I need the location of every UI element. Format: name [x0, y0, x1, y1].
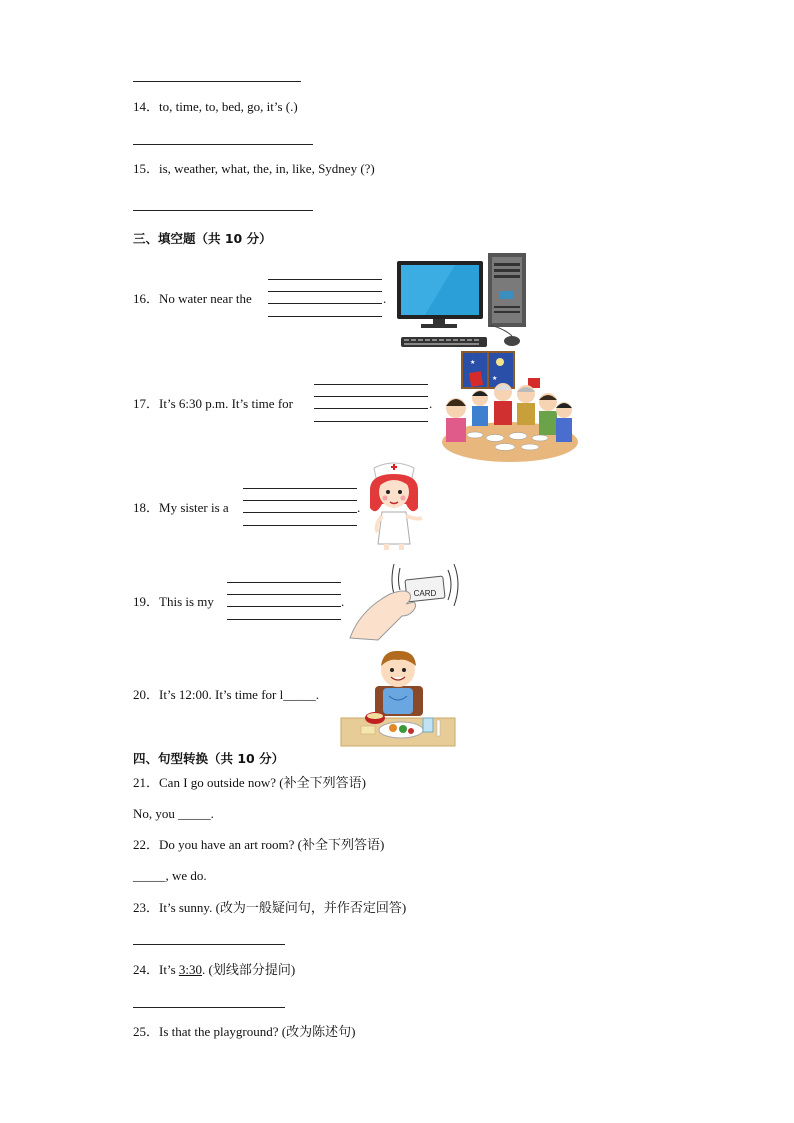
svg-text:★: ★ [470, 360, 476, 366]
question-number: 16． [133, 291, 160, 306]
svg-text:★: ★ [492, 376, 498, 382]
question-text: This is my [159, 594, 214, 609]
question-number: 21． [133, 775, 160, 790]
question-18 [133, 500, 229, 516]
blank-lines-q18[interactable] [243, 488, 357, 528]
question-text: It’s 12:00. It’s time for l_____. [159, 687, 319, 702]
question-23 [133, 900, 406, 916]
period: . [429, 396, 433, 411]
answer-line-q23[interactable] [133, 944, 285, 945]
question-text: No water near the [159, 291, 252, 306]
blank-lines-q16[interactable] [268, 279, 382, 319]
question-24 [133, 962, 295, 978]
period: . [383, 291, 387, 306]
question-25 [133, 1024, 355, 1040]
question-number: 23． [133, 900, 160, 915]
period: . [341, 594, 345, 609]
answer-q21[interactable]: No, you _____. [133, 806, 214, 821]
computer-image [395, 251, 530, 351]
blank-lines-q17[interactable] [314, 384, 428, 424]
answer-line-q24[interactable] [133, 1007, 285, 1008]
section-header-fill-blank: 三、填空题（共 10 分） [133, 231, 272, 246]
question-text: It’s 6:30 p.m. It’s time for [159, 396, 293, 411]
question-number: 24． [133, 962, 160, 977]
blank-lines-q19[interactable] [227, 582, 341, 622]
question-suffix: . (划线部分提问) [202, 962, 296, 977]
question-number: 19． [133, 594, 160, 609]
question-19 [133, 594, 214, 610]
question-14 [133, 99, 298, 115]
question-15 [133, 161, 375, 177]
question-17 [133, 396, 293, 412]
question-number: 22． [133, 837, 160, 852]
question-number: 18． [133, 500, 160, 515]
question-number: 20． [133, 687, 160, 702]
question-text: Is that the playground? (改为陈述句) [159, 1024, 356, 1039]
question-number: 17． [133, 396, 160, 411]
answer-line-q15[interactable] [133, 210, 313, 211]
question-20 [133, 687, 319, 703]
question-text: Do you have an art room? (补全下列答语) [159, 837, 385, 852]
underlined-time: 3:30 [178, 962, 203, 977]
answer-line-q13[interactable] [133, 81, 301, 82]
question-number: 15． [133, 161, 160, 176]
card-label: CARD [413, 589, 437, 598]
lunch-image [341, 648, 455, 746]
family-dinner-image [440, 350, 572, 454]
question-prefix: It’s [159, 962, 179, 977]
question-16 [133, 291, 252, 307]
question-number: 25． [133, 1024, 160, 1039]
card-image [350, 560, 464, 642]
question-text: Can I go outside now? (补全下列答语) [159, 775, 366, 790]
question-21 [133, 775, 366, 791]
answer-line-q14[interactable] [133, 144, 313, 145]
question-text: It’s sunny. (改为一般疑问句，并作否定回答) [159, 900, 407, 915]
nurse-image [364, 460, 426, 552]
question-text: is, weather, what, the, in, like, Sydney (?) [159, 161, 375, 176]
question-22 [133, 837, 384, 853]
period: . [357, 500, 361, 515]
question-text: My sister is a [159, 500, 229, 515]
section-header-sentence-transform: 四、句型转换（共 10 分） [133, 751, 285, 766]
question-text: to, time, to, bed, go, it’s (.) [159, 99, 298, 114]
answer-q22[interactable]: _____, we do. [133, 868, 207, 883]
question-number: 14． [133, 99, 160, 114]
